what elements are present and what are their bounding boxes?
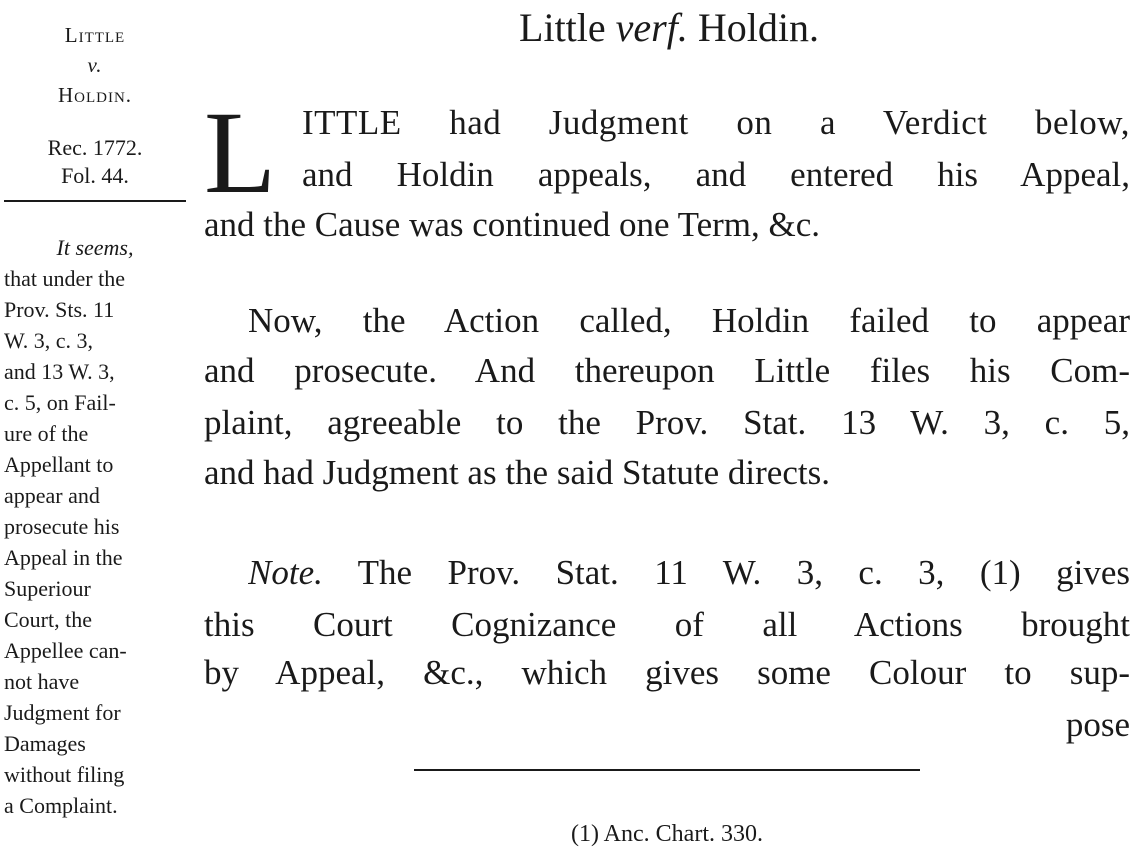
caption-versus: v.	[87, 53, 103, 77]
page-title	[204, 2, 1134, 54]
paragraph-2-line-1: Now, the Action called, Holdin failed to appear	[248, 301, 1130, 340]
paragraph-2-line-4: and had Judgment as the said Statute directs.	[204, 453, 830, 492]
margin-note-line: prosecute his	[4, 514, 120, 539]
paragraph-1-line-2: and Holdin appeals, and entered his Appeal,	[302, 155, 1130, 194]
margin-note-line: W. 3, c. 3,	[4, 328, 94, 353]
margin-note-line: Damages	[4, 731, 86, 756]
margin-note-line: Appellant to	[4, 452, 114, 477]
margin-note-line: ure of the	[4, 421, 89, 446]
margin-note-line: without filing	[4, 762, 125, 787]
paragraph-2-line-3: plaint, agreeable to the Prov. Stat. 13 W. 3, c. 5,	[204, 403, 1130, 442]
paragraph-2-line-2: and prosecute. And thereupon Little files his Com-	[204, 351, 1130, 390]
margin-note-line: Prov. Sts. 11	[4, 297, 115, 322]
margin-note-line: Court, the	[4, 607, 92, 632]
title-versus: verf.	[615, 5, 688, 50]
title-plaintiff: Little	[519, 5, 616, 50]
margin-note-line: that under the	[4, 266, 125, 291]
paragraph-3-line-1	[248, 548, 1130, 598]
margin-note-line: Superiour	[4, 576, 91, 601]
paragraph-1-line-1: ITTLE had Judgment on a Verdict below,	[302, 103, 1130, 142]
margin-note-line: appear and	[4, 483, 100, 508]
paragraph-3-line-1-text: The Prov. Stat. 11 W. 3, c. 3, (1) gives	[322, 553, 1130, 592]
margin-note-line: It seems,	[56, 235, 134, 260]
margin-note-line: Appellee can-	[4, 638, 127, 663]
margin-divider	[4, 200, 186, 202]
margin-note-line: not have	[4, 669, 80, 694]
margin-note-line: c. 5, on Fail-	[4, 390, 116, 415]
paragraph-3-line-2: this Court Cognizance of all Actions brought	[204, 605, 1130, 644]
note-label: Note.	[248, 553, 323, 592]
caption-plaintiff: Little	[64, 23, 126, 47]
paragraph-3-line-3: by Appeal, &c., which gives some Colour to sup-	[204, 653, 1130, 692]
paragraph-3-line-4: pose	[1065, 705, 1130, 744]
record-folio: Fol. 44.	[61, 163, 129, 188]
margin-note-line: Judgment for	[4, 700, 121, 725]
margin-note-line: and 13 W. 3,	[4, 359, 115, 384]
footnote: (1) Anc. Chart. 330.	[571, 821, 763, 847]
margin-note-line: a Complaint.	[4, 793, 118, 818]
margin-note-line: Appeal in the	[4, 545, 123, 570]
title-defendant: Holdin.	[687, 5, 819, 50]
record-year: Rec. 1772.	[47, 135, 143, 160]
case-caption	[4, 20, 186, 110]
margin-note	[4, 232, 186, 821]
record-reference	[4, 134, 186, 190]
paragraph-1-line-3: and the Cause was continued one Term, &c.	[204, 205, 821, 244]
drop-cap: L	[204, 87, 277, 218]
footnote-rule	[414, 769, 920, 771]
caption-defendant: Holdin.	[57, 83, 133, 107]
